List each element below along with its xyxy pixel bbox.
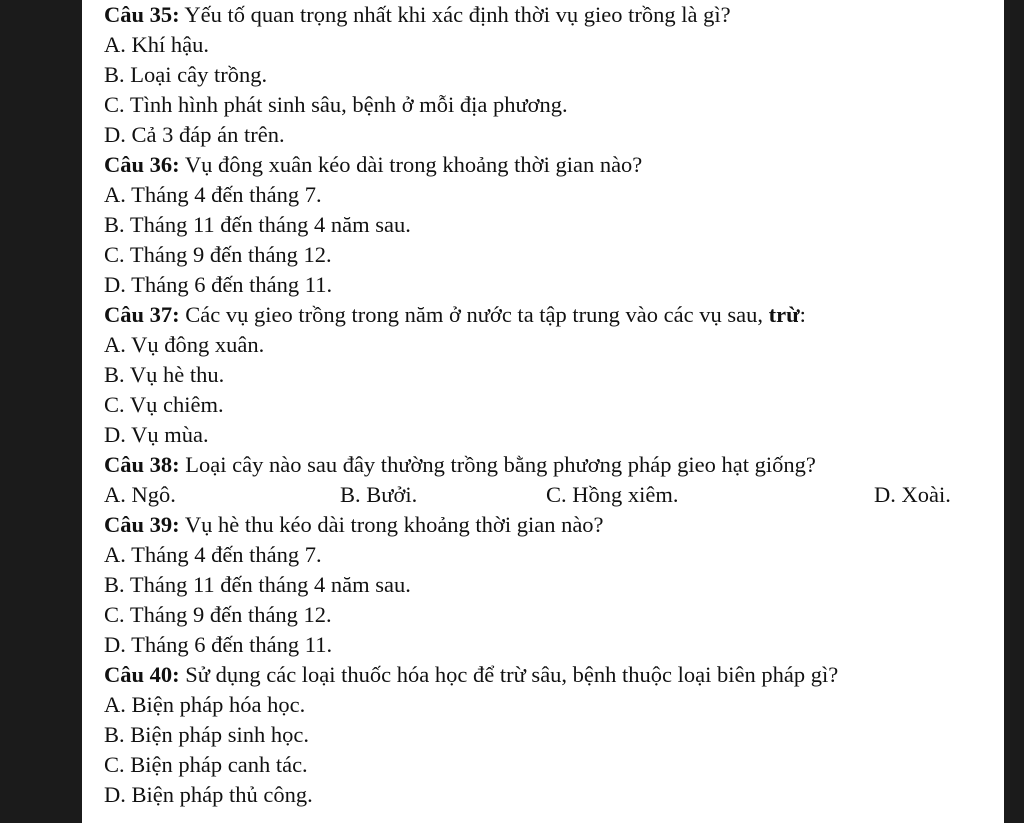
answer-option-b: B. Vụ hè thu. bbox=[104, 362, 225, 387]
answer-option-d: D. Tháng 6 đến tháng 11. bbox=[104, 632, 333, 657]
question-number: Câu 36: bbox=[104, 152, 180, 177]
question-text: Yếu tố quan trọng nhất khi xác định thời vụ gieo trồng là gì? bbox=[179, 2, 731, 27]
question-40 bbox=[104, 660, 984, 690]
question-number: Câu 35: bbox=[104, 2, 180, 27]
answer-option-b: B. Tháng 11 đến tháng 4 năm sau. bbox=[104, 572, 411, 597]
question-text: Sử dụng các loại thuốc hóa học để trừ sâu, bệnh thuộc loại biên pháp gì? bbox=[179, 662, 839, 687]
question-38 bbox=[104, 450, 984, 480]
answer-option-d: D. Tháng 6 đến tháng 11. bbox=[104, 272, 333, 297]
question-number: Câu 40: bbox=[104, 662, 180, 687]
answer-option-b: B. Bưởi. bbox=[340, 482, 418, 507]
answer-option-c: C. Biện pháp canh tác. bbox=[104, 752, 308, 777]
question-number: Câu 39: bbox=[104, 512, 180, 537]
answer-option-d: D. Vụ mùa. bbox=[104, 422, 209, 447]
question-emphasis: trừ bbox=[768, 302, 800, 327]
question-36 bbox=[104, 150, 984, 180]
question-text: Vụ đông xuân kéo dài trong khoảng thời gian nào? bbox=[179, 152, 643, 177]
answer-option-b: B. Loại cây trồng. bbox=[104, 62, 268, 87]
answer-option-d: D. Xoài. bbox=[874, 482, 951, 507]
document-page bbox=[82, 0, 1004, 823]
answer-option-a: A. Tháng 4 đến tháng 7. bbox=[104, 542, 322, 567]
question-number: Câu 37: bbox=[104, 302, 180, 327]
answer-option-c: C. Tháng 9 đến tháng 12. bbox=[104, 242, 332, 267]
answer-option-a: A. Vụ đông xuân. bbox=[104, 332, 265, 357]
question-text: Các vụ gieo trồng trong năm ở nước ta tập trung vào các vụ sau, bbox=[179, 302, 769, 327]
answer-option-a: A. Khí hậu. bbox=[104, 32, 209, 57]
answer-option-b: B. Biện pháp sinh học. bbox=[104, 722, 309, 747]
answer-options-row bbox=[104, 480, 984, 510]
answer-option-c: C. Tình hình phát sinh sâu, bệnh ở mỗi địa phương. bbox=[104, 92, 568, 117]
question-35 bbox=[104, 0, 984, 30]
question-text: Vụ hè thu kéo dài trong khoảng thời gian nào? bbox=[179, 512, 604, 537]
answer-option-c: C. Hồng xiêm. bbox=[546, 482, 679, 507]
quiz-content bbox=[104, 0, 984, 810]
answer-option-a: A. Ngô. bbox=[104, 482, 176, 507]
question-number: Câu 38: bbox=[104, 452, 180, 477]
answer-option-a: A. Tháng 4 đến tháng 7. bbox=[104, 182, 322, 207]
question-37 bbox=[104, 300, 984, 330]
answer-option-d: D. Biện pháp thủ công. bbox=[104, 782, 313, 807]
answer-option-a: A. Biện pháp hóa học. bbox=[104, 692, 306, 717]
question-tail: : bbox=[799, 302, 806, 327]
answer-option-c: C. Tháng 9 đến tháng 12. bbox=[104, 602, 332, 627]
question-39 bbox=[104, 510, 984, 540]
answer-option-b: B. Tháng 11 đến tháng 4 năm sau. bbox=[104, 212, 411, 237]
answer-option-c: C. Vụ chiêm. bbox=[104, 392, 224, 417]
question-text: Loại cây nào sau đây thường trồng bằng phương pháp gieo hạt giống? bbox=[179, 452, 816, 477]
answer-option-d: D. Cả 3 đáp án trên. bbox=[104, 122, 285, 147]
